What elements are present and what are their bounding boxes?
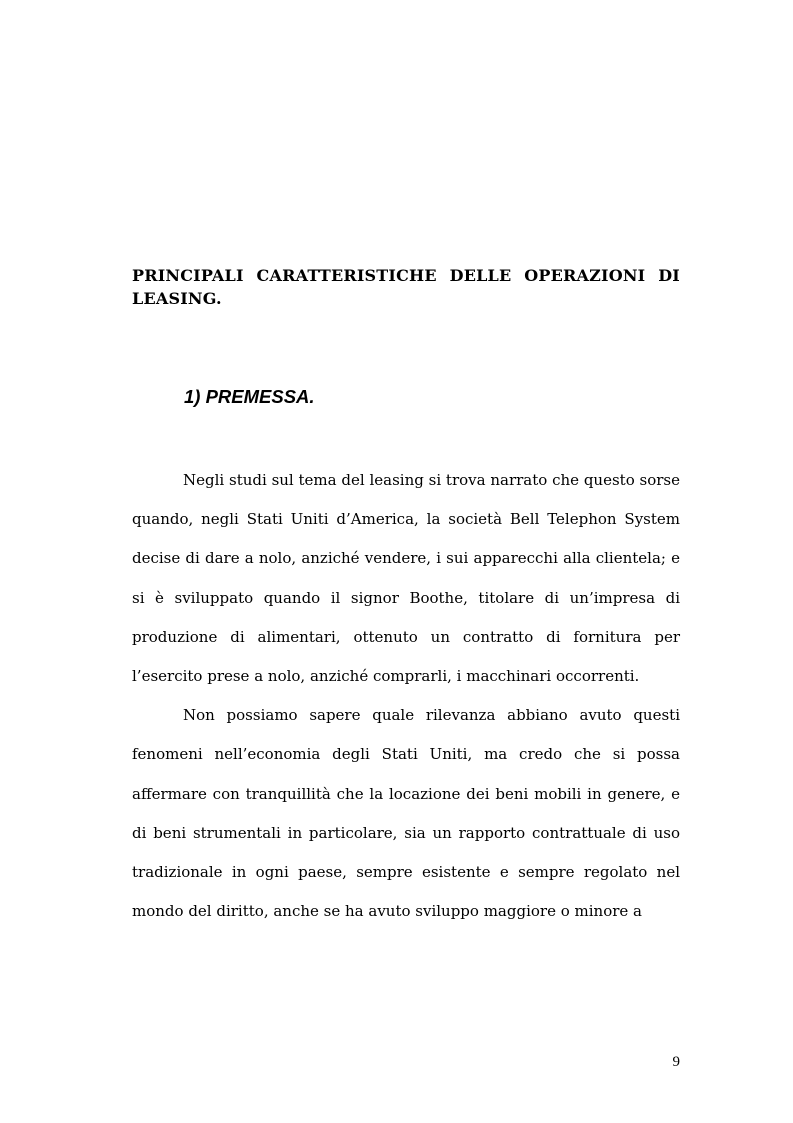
paragraph-2: Non possiamo sapere quale rilevanza abbiano avuto questi fenomeni nell’economia degli Stati Uniti, ma credo che si possa affermare con tranquillità che la locazione dei beni mobili in genere, e di beni strumentali in particolare, sia un rapporto contrattuale di uso tradizionale in ogni paese, sempre esistente e sempre regolato nel mondo del diritto, anche se ha avuto sviluppo maggiore o minore a	[132, 706, 680, 921]
section-heading: 1) PREMESSA.	[184, 386, 315, 407]
page-number: 9	[672, 1054, 680, 1070]
chapter-title: PRINCIPALI CARATTERISTICHE DELLE OPERAZIONI DI LEASING.	[132, 266, 680, 308]
paragraph-1: Negli studi sul tema del leasing si trova narrato che questo sorse quando, negli Stati Uniti d’America, la società Bell Telephon System decise di dare a nolo, anziché vendere, i sui apparecchi alla clientela; e si è sviluppato quando il signor Boothe, titolare di un’impresa di produzione di alimentari, ottenuto un contratto di fornitura per l’esercito prese a nolo, anziché comprarli, i macchinari occorrenti.	[132, 471, 680, 686]
body-text	[132, 461, 680, 931]
